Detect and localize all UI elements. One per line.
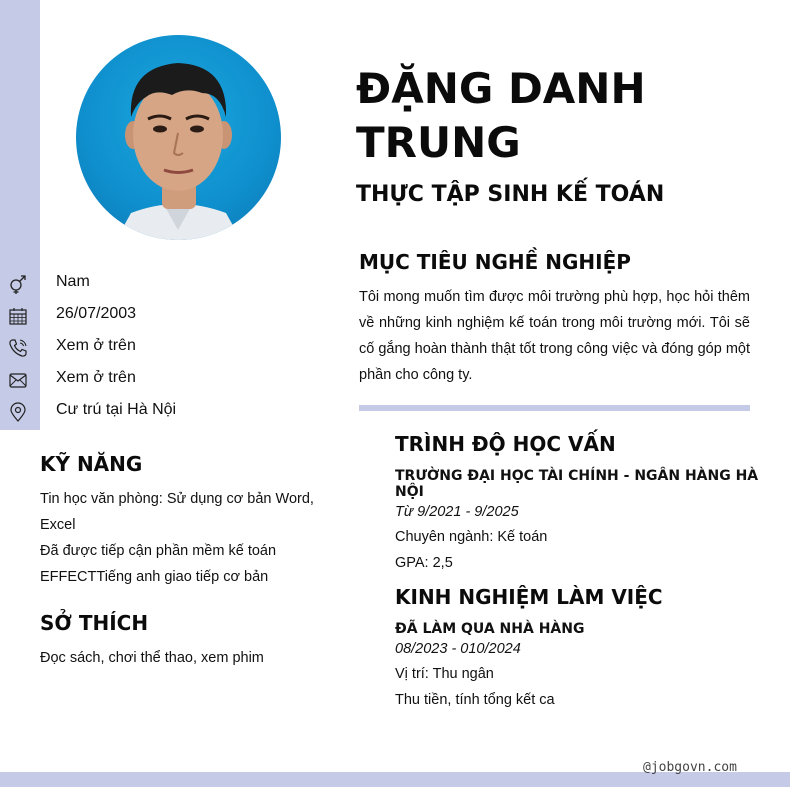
portrait-illustration xyxy=(76,35,281,240)
hobbies-list xyxy=(40,645,330,671)
profile-photo xyxy=(76,35,281,240)
list-item: Tin học văn phòng: Sử dụng cơ bản Word, Excel xyxy=(40,491,314,533)
duty: Thu tiền, tính tổng kết ca xyxy=(395,692,555,708)
position: Vị trí: Thu ngân xyxy=(395,666,494,682)
email-value: Xem ở trên xyxy=(56,369,136,386)
career-objective-section xyxy=(359,250,750,388)
section-divider xyxy=(359,405,750,411)
list-item: Đã được tiếp cận phần mềm kế toán xyxy=(40,543,277,559)
contact-birthdate xyxy=(0,300,300,332)
birthdate-value: 26/07/2003 xyxy=(56,305,137,322)
gender-icon xyxy=(8,274,28,294)
job-title: THỰC TẬP SINH KẾ TOÁN xyxy=(356,182,665,207)
contact-email xyxy=(0,364,300,396)
location-pin-icon xyxy=(8,402,28,422)
skills-list xyxy=(40,486,330,590)
address-value: Cư trú tại Hà Nội xyxy=(56,401,177,418)
list-item: EFFECTTiếng anh giao tiếp cơ bản xyxy=(40,569,269,585)
candidate-name: ĐẶNG DANH TRUNG xyxy=(356,64,646,167)
experience-period: 08/2023 - 010/2024 xyxy=(395,641,521,657)
gpa: GPA: 2,5 xyxy=(395,555,453,571)
phone-value: Xem ở trên xyxy=(56,337,136,354)
hobbies-heading: SỞ THÍCH xyxy=(40,611,149,635)
phone-icon xyxy=(8,338,28,358)
education-section xyxy=(395,432,765,576)
objective-heading: MỤC TIÊU NGHỀ NGHIỆP xyxy=(359,250,631,274)
skills-section xyxy=(40,452,330,590)
experience-heading: KINH NGHIỆM LÀM VIỆC xyxy=(395,585,663,609)
company-name: ĐÃ LÀM QUA NHÀ HÀNG xyxy=(395,621,585,637)
major: Chuyên ngành: Kế toán xyxy=(395,529,548,545)
skills-heading: KỸ NĂNG xyxy=(40,452,143,476)
education-heading: TRÌNH ĐỘ HỌC VẤN xyxy=(395,432,616,456)
education-period: Từ 9/2021 - 9/2025 xyxy=(395,504,519,520)
hobbies-section xyxy=(40,611,330,671)
gender-value: Nam xyxy=(56,273,90,290)
objective-text: Tôi mong muốn tìm được môi trường phù hợp, học hỏi thêm về những kinh nghiệm kế toán trong môi trường mới. Tôi sẽ cố gắng hoàn thành thật tốt trong công việc và đóng góp một phần cho công ty. xyxy=(359,289,750,383)
contact-phone xyxy=(0,332,300,364)
list-item: Đọc sách, chơi thể thao, xem phim xyxy=(40,650,264,666)
watermark: @jobgovn.com xyxy=(643,760,737,775)
contact-address xyxy=(0,396,300,428)
calendar-icon xyxy=(8,306,28,326)
experience-section xyxy=(395,585,765,713)
mail-icon xyxy=(8,370,28,390)
contact-gender xyxy=(0,268,300,300)
school-name: TRƯỜNG ĐẠI HỌC TÀI CHÍNH - NGÂN HÀNG HÀ NỘI xyxy=(395,468,759,500)
